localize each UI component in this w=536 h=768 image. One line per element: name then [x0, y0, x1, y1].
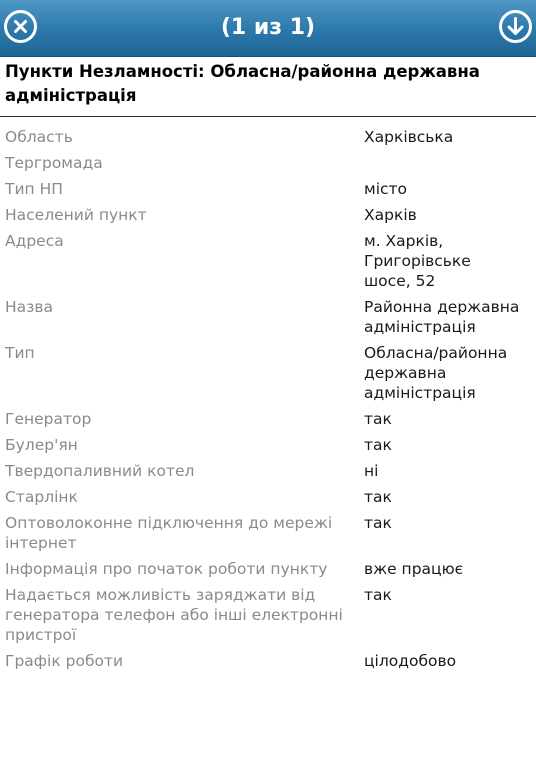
- attribute-value: так: [364, 410, 392, 428]
- attribute-row: [0, 151, 536, 177]
- attribute-row: [0, 341, 536, 407]
- next-feature-button[interactable]: [499, 10, 532, 43]
- attribute-value: місто: [364, 180, 408, 198]
- attribute-label: Адреса: [5, 232, 64, 250]
- attribute-label: Тип: [5, 344, 35, 362]
- attribute-row: [0, 583, 536, 649]
- attribute-table: [0, 125, 536, 675]
- attribute-label: Твердопаливний котел: [5, 462, 195, 480]
- attribute-label: Область: [5, 128, 73, 146]
- attribute-value: так: [364, 514, 392, 532]
- attribute-row: [0, 125, 536, 151]
- attribute-value: Обласна/районна державна адміністрація: [364, 344, 508, 402]
- attribute-row: [0, 649, 536, 675]
- attribute-value: так: [364, 586, 392, 604]
- attribute-row: [0, 459, 536, 485]
- attribute-row: [0, 485, 536, 511]
- attribute-row: [0, 433, 536, 459]
- attribute-row: [0, 511, 536, 557]
- attribute-label: Тип НП: [5, 180, 63, 198]
- attribute-row: [0, 557, 536, 583]
- attribute-label: Населений пункт: [5, 206, 147, 224]
- attribute-value: м. Харків, Григорівське шосе, 52: [364, 232, 471, 290]
- attribute-value: Харківська: [364, 128, 454, 146]
- attribute-label: Оптоволоконне підключення до мережі інтернет: [5, 514, 333, 552]
- attribute-label: Старлінк: [5, 488, 78, 506]
- attribute-row: [0, 407, 536, 433]
- attribute-value: так: [364, 488, 392, 506]
- attribute-row: [0, 203, 536, 229]
- attribute-label: Генератор: [5, 410, 92, 428]
- attribute-row: [0, 177, 536, 203]
- attribute-label: Надається можливість заряджати від генератора телефон або інші електронні пристрої: [5, 586, 343, 644]
- attribute-value: [364, 151, 536, 177]
- attribute-value: цілодобово: [364, 652, 457, 670]
- attribute-value: Районна державна адміністрація: [364, 298, 520, 336]
- attribute-label: Назва: [5, 298, 54, 316]
- attribute-label: Графік роботи: [5, 652, 124, 670]
- arrow-down-icon: [507, 17, 524, 36]
- attribute-row: [0, 295, 536, 341]
- popup-title: Пункти Незламності: Обласна/районна державна адміністрація: [0, 57, 536, 117]
- attribute-value: Харків: [364, 206, 417, 224]
- popup-header: [0, 0, 536, 57]
- pager-label: (1 из 1): [220, 15, 316, 40]
- attribute-value: вже працює: [364, 560, 464, 578]
- attribute-label: Булер'ян: [5, 436, 78, 454]
- attribute-value: так: [364, 436, 392, 454]
- attribute-label: Інформація про початок роботи пункту: [5, 560, 328, 578]
- attribute-row: [0, 229, 536, 295]
- attribute-value: ні: [364, 462, 379, 480]
- attribute-label: Тергромада: [5, 154, 103, 172]
